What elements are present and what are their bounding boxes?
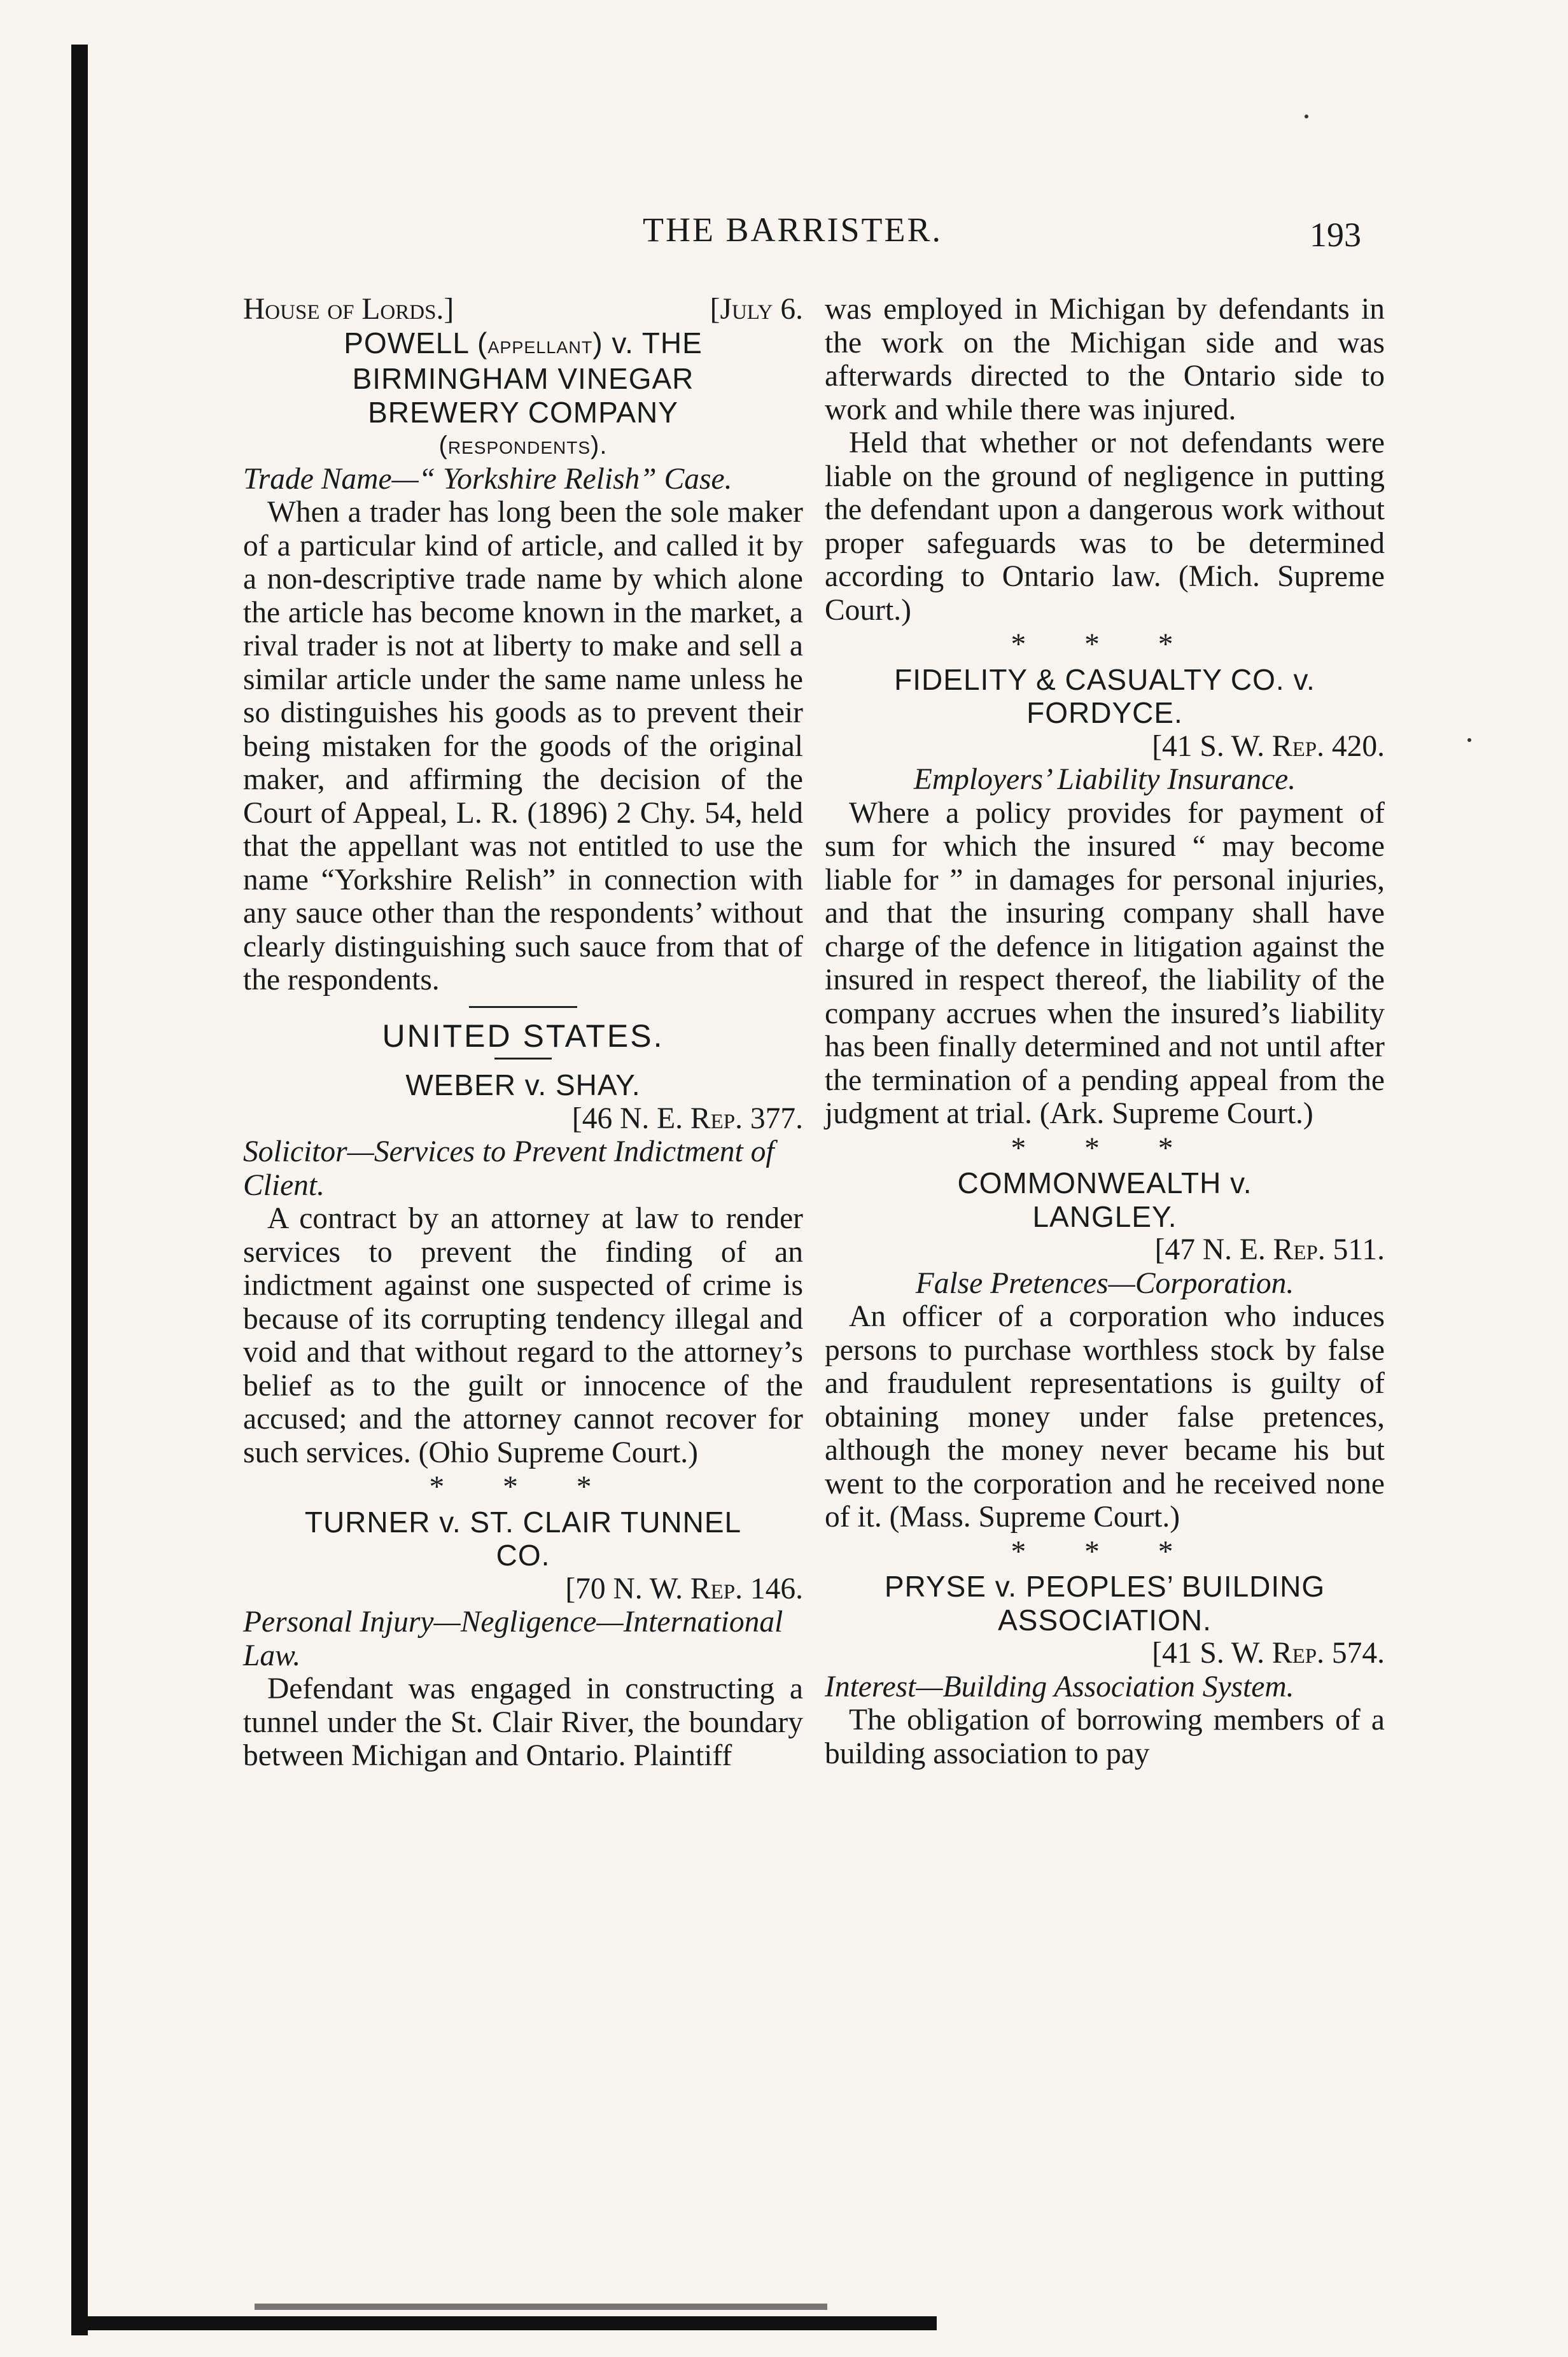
case-title-line: ASSOCIATION. xyxy=(998,1603,1212,1637)
case-title-line: LANGLEY. xyxy=(1032,1199,1177,1233)
case-citation: [41 S. W. Rep. 420. xyxy=(1152,729,1385,763)
separator-stars: * * * xyxy=(1011,1535,1199,1569)
case-title-line: FORDYCE. xyxy=(1026,696,1183,729)
case-title: TURNER v. ST. CLAIR TUNNEL xyxy=(304,1505,742,1539)
case-body: A contract by an attorney at law to render services to prevent the finding of an indictment against one suspected of crime is because of its corrupting tendency illegal and void and that without regard to the attorney’s belief as to the guilt or innocence of the accused; and the attorney cannot recover for such services. (Ohio Supreme Court.) xyxy=(243,1202,803,1469)
case-citation: [70 N. W. Rep. 146. xyxy=(565,1572,803,1605)
page-bottom-edge xyxy=(71,2316,937,2330)
case-title-line: CO. xyxy=(496,1539,550,1572)
case-subject: Employers’ Liability Insurance. xyxy=(913,763,1296,796)
case-title-line: BREWERY COMPANY xyxy=(368,395,678,429)
right-column xyxy=(825,293,1385,1770)
case-subject: False Pretences—Corporation. xyxy=(915,1266,1294,1300)
case-held: Held that whether or not defendants were liable on the ground of negligence in putting the defendant upon a dangerous work without proper safeguards was to be determined according to Ontario law. (Mich. Supreme Court.) xyxy=(825,426,1385,627)
case-citation: [41 S. W. Rep. 574. xyxy=(1152,1637,1385,1670)
section-heading: UNITED STATES. xyxy=(382,1018,664,1054)
case-title-line: (respondents). xyxy=(438,431,608,459)
case-body-continued: was employed in Michigan by defendants in the work on the Michigan side and was afterwards directed to the Ontario side to work and while there was injured. xyxy=(825,293,1385,426)
court-name: House of Lords.] xyxy=(243,293,454,326)
separator-stars: * * * xyxy=(1011,1131,1199,1165)
ink-speck xyxy=(1305,115,1308,118)
case-subject: Solicitor—Services to Prevent Indictment of Client. xyxy=(243,1135,774,1202)
case-title: PRYSE v. PEOPLES’ BUILDING xyxy=(884,1570,1326,1603)
decision-date: [July 6. xyxy=(710,293,803,326)
running-head: THE BARRISTER. xyxy=(643,211,943,249)
case-title: POWELL (appellant) v. THE xyxy=(344,326,703,360)
case-title: FIDELITY & CASUALTY CO. v. xyxy=(894,662,1315,696)
case-title: WEBER v. SHAY. xyxy=(405,1068,641,1102)
page-binding-edge xyxy=(71,45,88,2335)
ink-speck xyxy=(1467,738,1471,742)
separator-stars: * * * xyxy=(1011,628,1199,661)
case-subject: Personal Injury—Negligence—International Law. xyxy=(243,1605,783,1672)
page-number: 193 xyxy=(1310,216,1361,254)
case-citation: [46 N. E. Rep. 377. xyxy=(571,1102,803,1135)
case-body: Defendant was engaged in constructing a tunnel under the St. Clair River, the boundary between Michigan and Ontario. Plaintiff xyxy=(243,1672,803,1772)
section-rule xyxy=(494,1058,552,1060)
case-body: An officer of a corporation who induces persons to purchase worthless stock by false and fraudulent representations is guilty of obtaining money under false pretences, although the money never became his but went to the corporation and he received none of it. (Mass. Supreme Court.) xyxy=(825,1300,1385,1534)
case-subject: Trade Name—“ Yorkshire Relish” Case. xyxy=(243,462,732,496)
case-body: The obligation of borrowing members of a building association to pay xyxy=(825,1703,1385,1770)
case-body: When a trader has long been the sole maker of a particular kind of article, and called it by a non-descriptive trade name by which alone the article has become known in the market, a rival trader is not at liberty to make and sell a similar article under the same name unless he so distinguishes his goods as to prevent their being mistaken for the goods of the original maker, and affirming the decision of the Court of Appeal, L. R. (1896) 2 Chy. 54, held that the appellant was not entitled to use the name “Yorkshire Relish” in connection with any sauce other than the respondents’ without clearly distinguishing such sauce from that of the respondents. xyxy=(243,496,803,997)
separator-stars: * * * xyxy=(429,1471,617,1504)
page-bottom-shadow xyxy=(255,2304,827,2310)
case-title-line: BIRMINGHAM VINEGAR xyxy=(352,362,694,395)
case-subject: Interest—Building Association System. xyxy=(825,1670,1294,1703)
left-column xyxy=(243,293,803,1773)
court-date-line xyxy=(243,293,803,326)
case-title: COMMONWEALTH v. xyxy=(957,1166,1252,1199)
case-body: Where a policy provides for payment of sum for which the insured “ may become liable for ” in damages for personal injuries, and that the insuring company shall have charge of the defence in litigation against the insured in respect thereof, the liability of the company accrues when the insured’s liability has been finally determined and not until after the termination of a pending appeal from the judgment at trial. (Ark. Supreme Court.) xyxy=(825,796,1385,1130)
section-rule xyxy=(469,1006,577,1008)
case-citation: [47 N. E. Rep. 511. xyxy=(1154,1233,1385,1266)
